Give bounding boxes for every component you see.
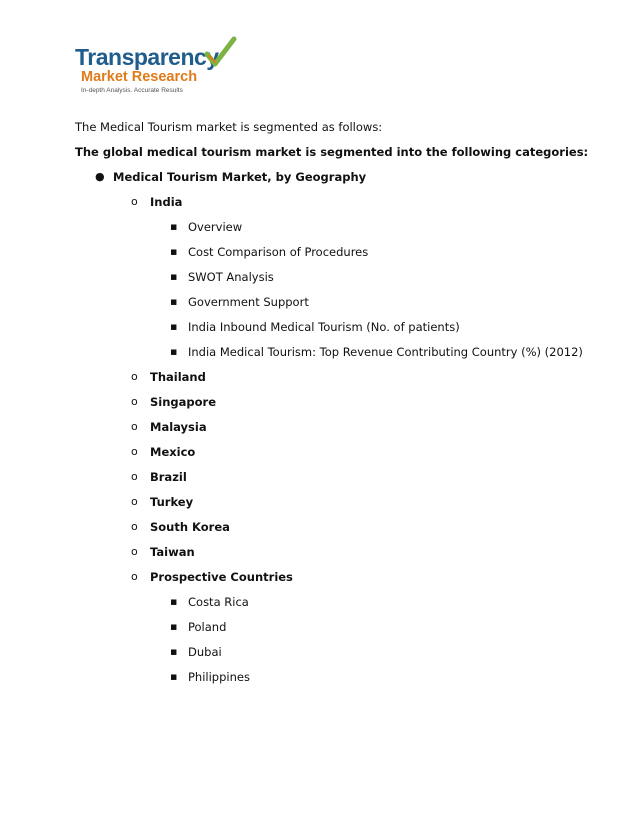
bullet-square-icon: ▪: [170, 595, 178, 608]
list-item-country: South Korea: [150, 520, 230, 534]
logo-title: Transparency: [75, 44, 219, 70]
list-item-country: Malaysia: [150, 420, 207, 434]
list-item-country: Brazil: [150, 470, 187, 484]
bullet-square-icon: ▪: [170, 295, 178, 308]
bullet-circle-icon: o: [131, 445, 138, 458]
logo-subtitle: Market Research: [81, 69, 198, 85]
bullet-circle-icon: o: [131, 520, 138, 533]
bullet-square-icon: ▪: [170, 245, 178, 258]
list-item-country: Turkey: [150, 495, 194, 509]
bullet-square-icon: ▪: [170, 270, 178, 283]
bullet-circle-icon: o: [131, 370, 138, 383]
list-item-topic: SWOT Analysis: [188, 270, 274, 284]
bullet-square-icon: ▪: [170, 670, 178, 683]
bullet-circle-icon: o: [131, 495, 138, 508]
list-item-country: Mexico: [150, 445, 196, 459]
list-item-topic: Government Support: [188, 295, 309, 309]
bullet-square-icon: ▪: [170, 345, 178, 358]
bullet-circle-icon: o: [131, 570, 138, 583]
bullet-circle-icon: o: [131, 545, 138, 558]
checkmark-icon: [203, 36, 237, 70]
bullet-circle-icon: o: [131, 470, 138, 483]
list-item-topic: Cost Comparison of Procedures: [188, 245, 369, 259]
list-item-topic: India Inbound Medical Tourism (No. of patients): [188, 320, 460, 334]
list-item-topic: Costa Rica: [188, 595, 249, 609]
bullet-circle-icon: o: [131, 195, 138, 208]
list-item-topic: Philippines: [188, 670, 250, 684]
list-item-geography: Medical Tourism Market, by Geography: [113, 170, 367, 184]
intro-text: The Medical Tourism market is segmented as follows:: [75, 120, 383, 134]
bullet-square-icon: ▪: [170, 645, 178, 658]
bullet-square-icon: ▪: [170, 320, 178, 333]
list-item-country: Thailand: [150, 370, 206, 384]
section-heading: The global medical tourism market is segmented into the following categories:: [75, 145, 589, 159]
list-item-country: Prospective Countries: [150, 570, 293, 584]
list-item-topic: Dubai: [188, 645, 222, 659]
list-item-country: Singapore: [150, 395, 217, 409]
logo-tagline: In-depth Analysis. Accurate Results: [81, 87, 183, 94]
list-item-country: Taiwan: [150, 545, 195, 559]
bullet-circle-icon: o: [131, 395, 138, 408]
list-item-country: India: [150, 195, 183, 209]
list-item-topic: India Medical Tourism: Top Revenue Contributing Country (%) (2012): [188, 345, 583, 359]
bullet-circle-icon: o: [131, 420, 138, 433]
company-logo: [75, 36, 245, 98]
bullet-square-icon: ▪: [170, 220, 178, 233]
list-item-topic: Poland: [188, 620, 227, 634]
bullet-square-icon: ▪: [170, 620, 178, 633]
list-item-topic: Overview: [188, 220, 243, 234]
bullet-disc-icon: ●: [95, 170, 105, 183]
